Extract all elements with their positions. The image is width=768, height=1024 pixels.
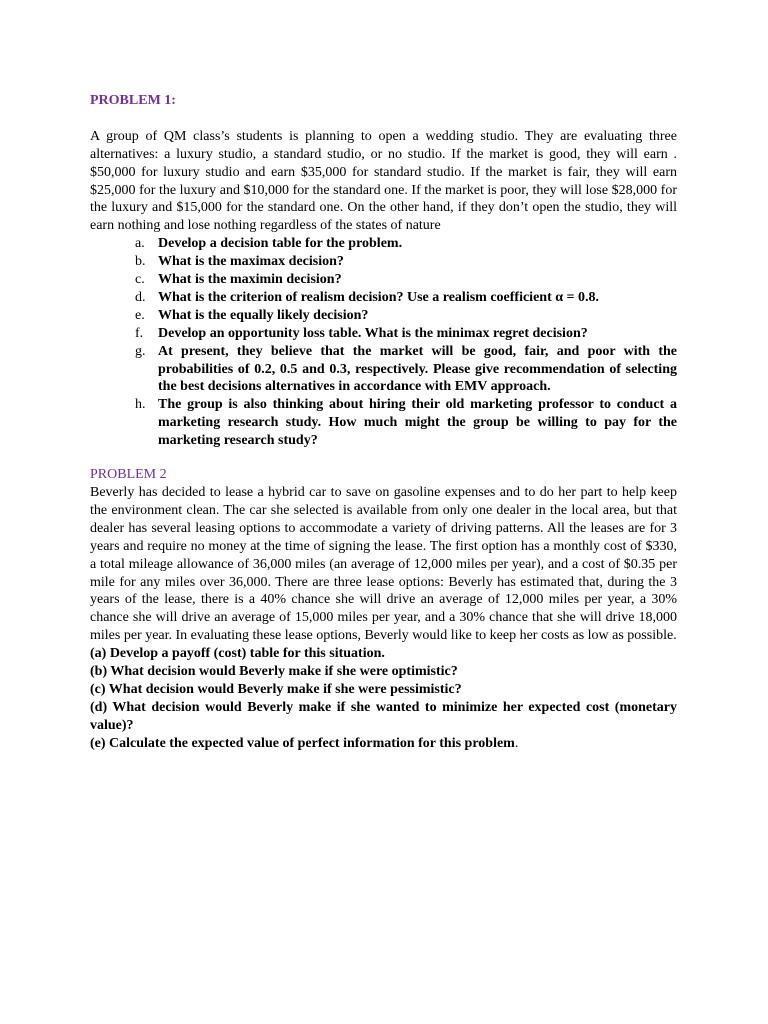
question-item (90, 253, 677, 271)
question-text: (d) What decision would Beverly make if she wanted to minimize her expected cost (monetary value)? (90, 699, 677, 733)
question-text: At present, they believe that the market will be good, fair, and poor with the probabilities of 0.2, 0.5 and 0.3, respectively. Please give recommendation of selecting the best decisions alternatives in accordance with EMV approach. (158, 343, 677, 395)
problem-1-question-list (90, 235, 677, 450)
problem-1-heading: PROBLEM 1: (90, 93, 176, 108)
question-marker: c. (135, 272, 145, 288)
question-marker: g. (135, 343, 146, 359)
question-text: (e) Calculate the expected value of perfect information for this problem (90, 735, 515, 751)
question-item (90, 325, 677, 343)
problem-2-body: Beverly has decided to lease a hybrid car to save on gasoline expenses and to do her part to help keep the environment clean. The car she selected is available from only one dealer in the local area, but that dealer has several leasing options to accommodate a variety of driving patterns. All the leases are for 3 years and require no money at the time of signing the lease. The first option has a monthly cost of $330, a total mileage allowance of 36,000 miles (an average of 12,000 miles per year), and a cost of $0.35 per mile for any miles over 36,000. There are three lease options: Beverly has estimated that, during the 3 years of the lease, there is a 40% chance she will drive an average of 12,000 miles per year, a 30% chance she will drive an average of 15,000 miles per year, and a 30% chance that she will drive 18,000 miles per year. In evaluating these lease options, Beverly would like to keep her costs as low as possible. (90, 485, 677, 644)
problem-1-body: A group of QM class’s students is planning to open a wedding studio. They are evaluating three alternatives: a luxury studio, a standard studio, or no studio. If the market is good, they will earn . $50,000 for luxury studio and earn $35,000 for standard studio. If the market is fair, they will earn $25,000 for the luxury and $10,000 for the standard one. If the market is poor, they will lose $28,000 for the luxury and $15,000 for the standard one. On the other hand, if they don’t open the studio, they will earn nothing and lose nothing regardless of the states of nature (90, 128, 677, 234)
problem-2-question-list (90, 645, 677, 752)
question-marker: d. (135, 289, 146, 305)
problem-2-heading: PROBLEM 2 (90, 467, 167, 483)
question-text: What is the maximin decision? (158, 272, 342, 288)
question-text: Develop a decision table for the problem. (158, 236, 403, 252)
question-final (90, 735, 677, 753)
question-text: Develop an opportunity loss table. What is the minimax regret decision? (158, 325, 588, 341)
question-item (90, 396, 677, 450)
question-marker: e. (135, 307, 145, 323)
question-text: (a) Develop a payoff (cost) table for this situation. (90, 646, 385, 662)
document-page (90, 92, 677, 753)
question-text: What is the maximax decision? (158, 254, 344, 270)
question-item (90, 343, 677, 397)
question-marker: h. (135, 397, 146, 413)
question-marker: b. (135, 254, 146, 270)
question-text: What is the criterion of realism decision? Use a realism coefficient α = 0.8. (158, 289, 600, 305)
question-text: (b) What decision would Beverly make if she were optimistic? (90, 664, 458, 680)
question-text: The group is also thinking about hiring their old marketing professor to conduct a marketing research study. How much might the group be willing to pay for the marketing research study? (158, 397, 677, 449)
question-text: What is the equally likely decision? (158, 307, 369, 323)
question-item (90, 235, 677, 253)
question-marker: a. (135, 236, 145, 252)
question-item (90, 307, 677, 325)
question-text: (c) What decision would Beverly make if she were pessimistic? (90, 681, 462, 697)
trailing-period: . (514, 735, 519, 751)
question-item (90, 289, 677, 307)
question-marker: f. (135, 325, 144, 341)
question-item (90, 271, 677, 289)
